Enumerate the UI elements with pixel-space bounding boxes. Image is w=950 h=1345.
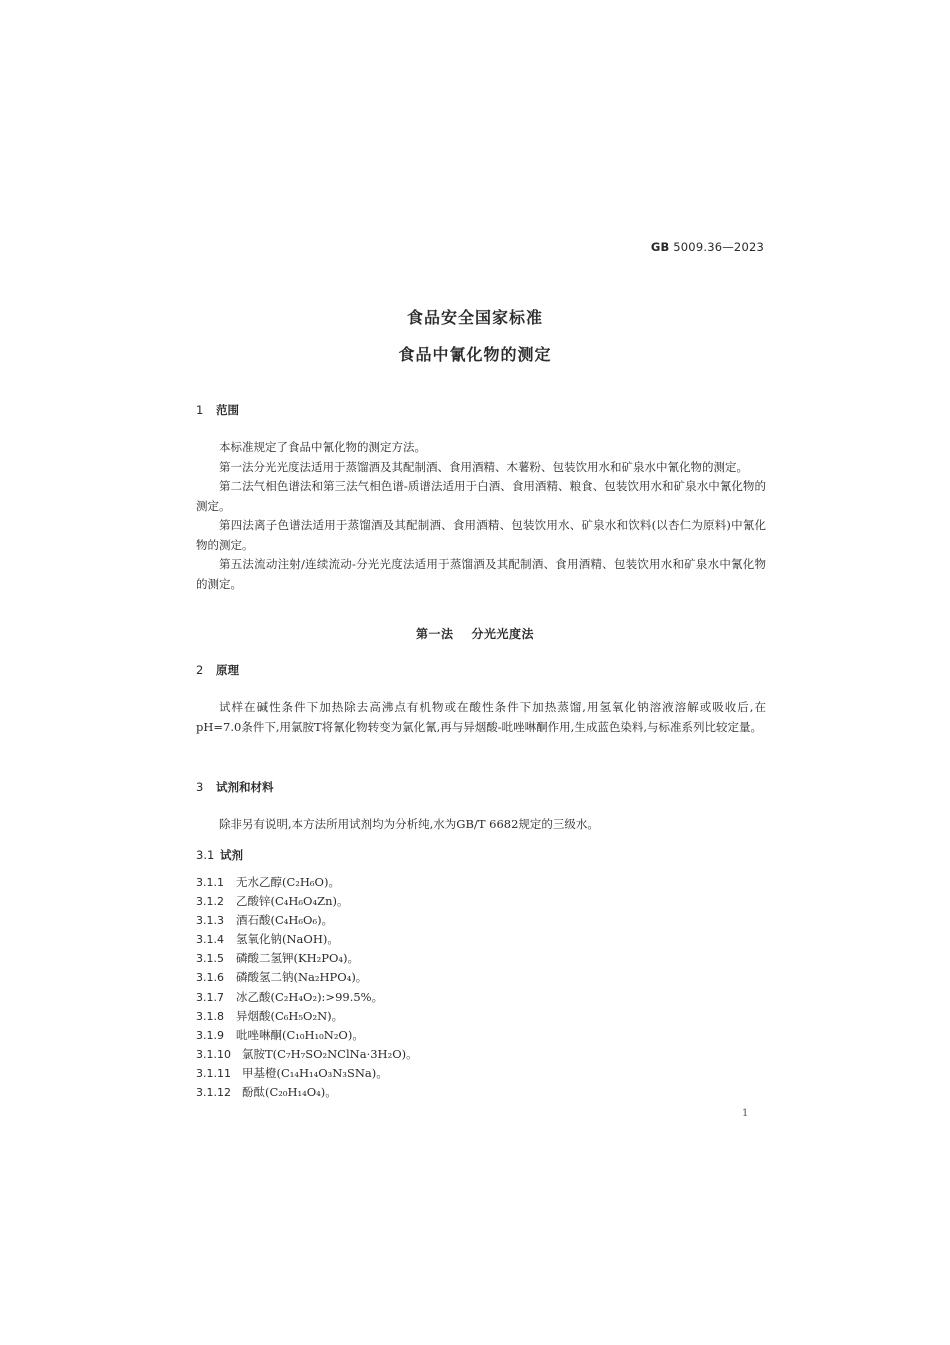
reagent-text: 冰乙酸(C₂H₄O₂):>99.5%。	[236, 989, 384, 1004]
method-number: 第一法	[415, 627, 454, 641]
reagent-text: 氢氧化钠(NaOH)。	[236, 932, 339, 947]
section-title: 试剂和材料	[216, 780, 274, 794]
page-number: 1	[742, 1108, 749, 1119]
reagent-text: 磷酸二氢钾(KH₂PO₄)。	[236, 951, 359, 966]
reagent-list	[196, 873, 418, 1102]
list-item	[196, 968, 418, 987]
reagent-text: 氯胺T(C₇H₇SO₂NClNa·3H₂O)。	[242, 1046, 418, 1061]
section-number: 3	[196, 780, 204, 794]
reagent-number: 3.1.1	[196, 876, 224, 889]
section-heading-scope	[196, 402, 239, 418]
list-item	[196, 1007, 418, 1026]
standard-code-number: 5009.36—2023	[669, 240, 764, 254]
reagent-text: 异烟酸(C₆H₅O₂N)。	[236, 1008, 344, 1023]
scope-text	[196, 438, 766, 594]
list-item	[196, 988, 418, 1007]
section-number: 1	[196, 403, 204, 417]
section-number: 3.1	[196, 848, 215, 862]
section-title: 原理	[216, 663, 239, 677]
reagent-text: 酚酞(C₂₀H₁₄O₄)。	[242, 1085, 337, 1100]
list-item	[196, 1083, 418, 1102]
section-title: 试剂	[220, 848, 243, 862]
list-item	[196, 873, 418, 892]
scope-paragraph: 第五法流动注射/连续流动-分光光度法适用于蒸馏酒及其配制酒、食用酒精、包装饮用水和矿泉水中氰化物的测定。	[196, 557, 766, 591]
reagent-text: 无水乙醇(C₂H₆O)。	[236, 875, 340, 889]
reagents-intro-paragraph: 除非另有说明,本方法所用试剂均为分析纯,水为GB/T 6682规定的三级水。	[219, 817, 599, 831]
list-item	[196, 892, 418, 911]
section-heading-reagents	[196, 779, 274, 795]
reagent-text: 吡唑啉酮(C₁₀H₁₀N₂O)。	[236, 1027, 364, 1042]
section-number: 2	[196, 663, 204, 677]
reagent-number: 3.1.9	[196, 1028, 224, 1042]
section-title: 范围	[216, 403, 239, 417]
reagent-text: 磷酸氢二钠(Na₂HPO₄)。	[236, 970, 368, 985]
standard-code	[651, 240, 764, 254]
reagent-text: 酒石酸(C₄H₆O₆)。	[236, 913, 334, 928]
section-heading-principle	[196, 662, 239, 678]
reagent-text: 乙酸锌(C₄H₆O₄Zn)。	[236, 894, 349, 909]
scope-paragraph: 本标准规定了食品中氰化物的测定方法。	[219, 440, 426, 454]
reagent-number: 3.1.3	[196, 914, 224, 928]
scope-paragraph: 第一法分光光度法适用于蒸馏酒及其配制酒、食用酒精、木薯粉、包装饮用水和矿泉水中氰化物的测定。	[219, 459, 748, 474]
list-item	[196, 1045, 418, 1064]
list-item	[196, 1064, 418, 1083]
list-item	[196, 930, 418, 949]
reagent-number: 3.1.4	[196, 933, 224, 947]
standard-title: 食品安全国家标准	[406, 308, 543, 327]
method-name: 分光光度法	[471, 627, 535, 641]
standard-code-prefix: GB	[650, 240, 670, 254]
document-title: 食品中氰化物的测定	[398, 345, 552, 364]
principle-paragraph: 试样在碱性条件下加热除去高沸点有机物或在酸性条件下加热蒸馏,用氢氧化钠溶液溶解或吸收后,在pH=7.0条件下,用氯胺T将氰化物转变为氯化氰,再与异烟酸-吡唑啉酮作用,生成蓝色染料,与标准系列比较定量。	[196, 700, 766, 734]
reagent-number: 3.1.12	[196, 1086, 231, 1100]
method-heading	[0, 625, 950, 642]
reagent-number: 3.1.2	[196, 895, 224, 909]
list-item	[196, 949, 418, 968]
reagent-text: 甲基橙(C₁₄H₁₄O₃N₃SNa)。	[242, 1065, 388, 1080]
reagent-number: 3.1.6	[196, 971, 224, 985]
scope-paragraph: 第二法气相色谱法和第三法气相色谱-质谱法适用于白酒、食用酒精、粮食、包装饮用水和矿泉水中氰化物的测定。	[196, 479, 766, 513]
reagents-intro	[196, 815, 766, 835]
subsection-heading-reagents	[196, 847, 243, 863]
list-item	[196, 911, 418, 930]
scope-paragraph: 第四法离子色谱法适用于蒸馏酒及其配制酒、食用酒精、包装饮用水、矿泉水和饮料(以杏仁为原料)中氰化物的测定。	[196, 518, 766, 552]
reagent-number: 3.1.7	[196, 990, 224, 1004]
reagent-number: 3.1.11	[196, 1066, 231, 1080]
reagent-number: 3.1.5	[196, 952, 224, 966]
reagent-number: 3.1.8	[196, 1009, 224, 1023]
list-item	[196, 1026, 418, 1045]
reagent-number: 3.1.10	[196, 1047, 231, 1061]
principle-text	[196, 698, 766, 737]
